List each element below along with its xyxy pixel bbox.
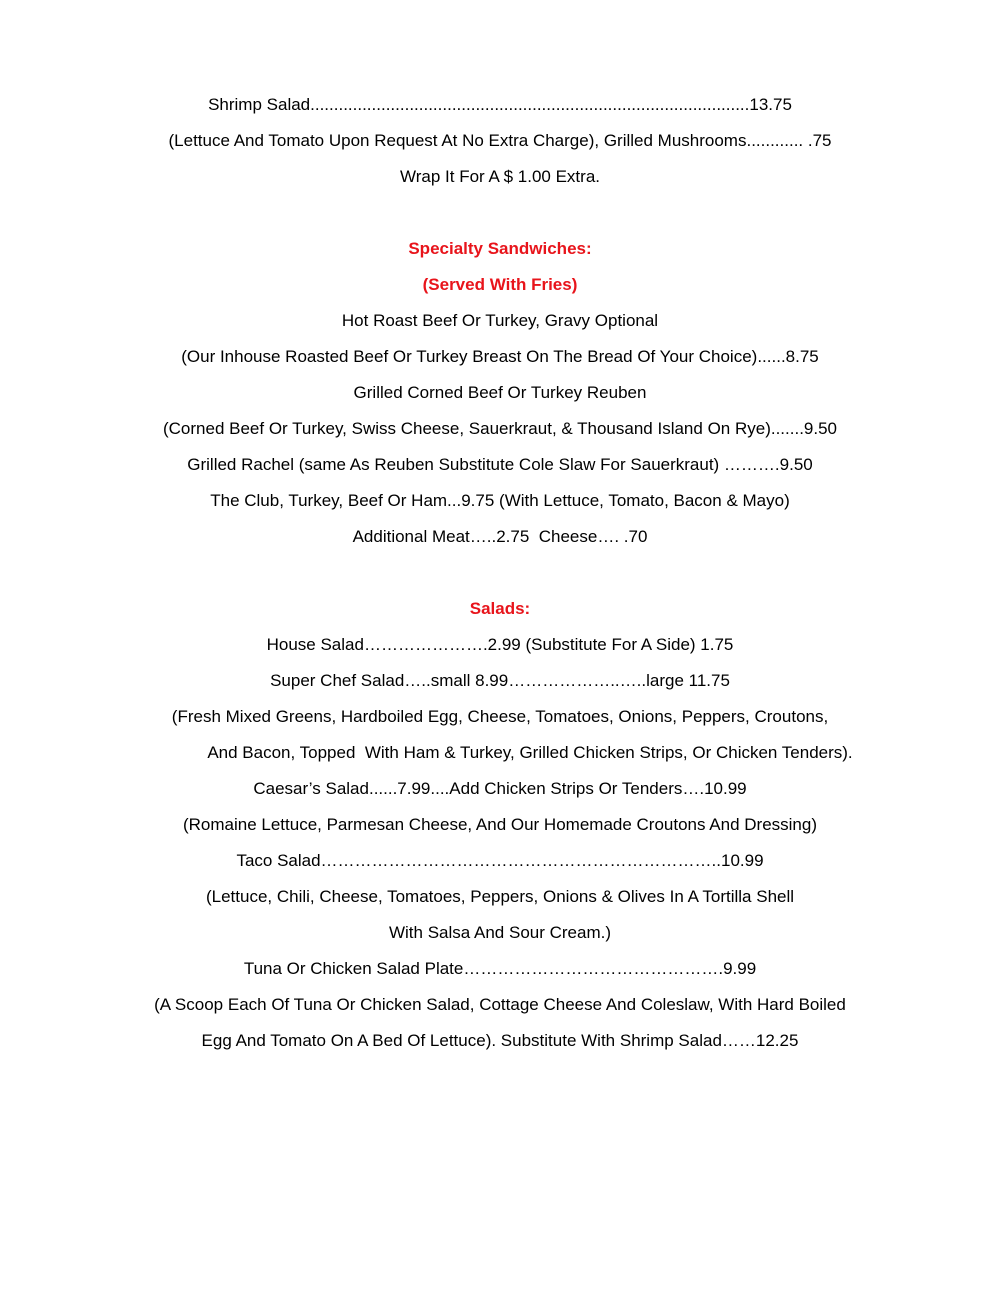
tuna-chicken-plate-line: Tuna Or Chicken Salad Plate……………………………………….9.99 (243, 959, 757, 978)
caesar-salad-line: Caesar’s Salad......7.99....Add Chicken Strips Or Tenders….10.99 (253, 779, 747, 798)
taco-description-2: With Salsa And Sour Cream.) (388, 923, 612, 942)
super-chef-description-1: (Fresh Mixed Greens, Hardboiled Egg, Cheese, Tomatoes, Onions, Peppers, Croutons, (171, 707, 829, 726)
club-line: The Club, Turkey, Beef Or Ham...9.75 (With Lettuce, Tomato, Bacon & Mayo) (210, 491, 790, 510)
super-chef-description-2: And Bacon, Topped With Ham & Turkey, Grilled Chicken Strips, Or Chicken Tenders). (207, 743, 853, 762)
wrap-it-line: Wrap It For A $ 1.00 Extra. (400, 167, 600, 186)
lettuce-tomato-mushrooms-line: (Lettuce And Tomato Upon Request At No Extra Charge), Grilled Mushrooms............ .75 (168, 131, 832, 150)
taco-description-1: (Lettuce, Chili, Cheese, Tomatoes, Peppers, Onions & Olives In A Tortilla Shell (205, 887, 795, 906)
tuna-chicken-description-1: (A Scoop Each Of Tuna Or Chicken Salad, Cottage Cheese And Coleslaw, With Hard Boiled (154, 995, 846, 1014)
specialty-sandwiches-heading: Specialty Sandwiches: (408, 239, 592, 258)
served-with-fries-subheading: (Served With Fries) (422, 275, 578, 294)
reuben-description: (Corned Beef Or Turkey, Swiss Cheese, Sauerkraut, & Thousand Island On Rye).......9.50 (162, 419, 838, 438)
house-salad-line: House Salad………………….2.99 (Substitute For A Side) 1.75 (266, 635, 734, 654)
additional-meat-line: Additional Meat…..2.75 Cheese…. .70 (352, 527, 648, 546)
reuben-line: Grilled Corned Beef Or Turkey Reuben (353, 383, 647, 402)
salads-heading: Salads: (469, 599, 531, 618)
grilled-rachel-line: Grilled Rachel (same As Reuben Substitute Cole Slaw For Sauerkraut) ……….9.50 (187, 455, 813, 474)
hot-roast-beef-line: Hot Roast Beef Or Turkey, Gravy Optional (341, 311, 659, 330)
hot-roast-beef-description: (Our Inhouse Roasted Beef Or Turkey Breast On The Bread Of Your Choice)......8.75 (181, 347, 819, 366)
taco-salad-line: Taco Salad……………………………………………………………..10.99 (236, 851, 764, 870)
caesar-description: (Romaine Lettuce, Parmesan Cheese, And Our Homemade Croutons And Dressing) (182, 815, 818, 834)
shrimp-salad-line: Shrimp Salad.............................................................................................13.75 (208, 95, 792, 114)
tuna-chicken-description-2: Egg And Tomato On A Bed Of Lettuce). Substitute With Shrimp Salad……12.25 (201, 1031, 799, 1050)
super-chef-salad-line: Super Chef Salad…..small 8.99………………..…..large 11.75 (270, 671, 730, 690)
